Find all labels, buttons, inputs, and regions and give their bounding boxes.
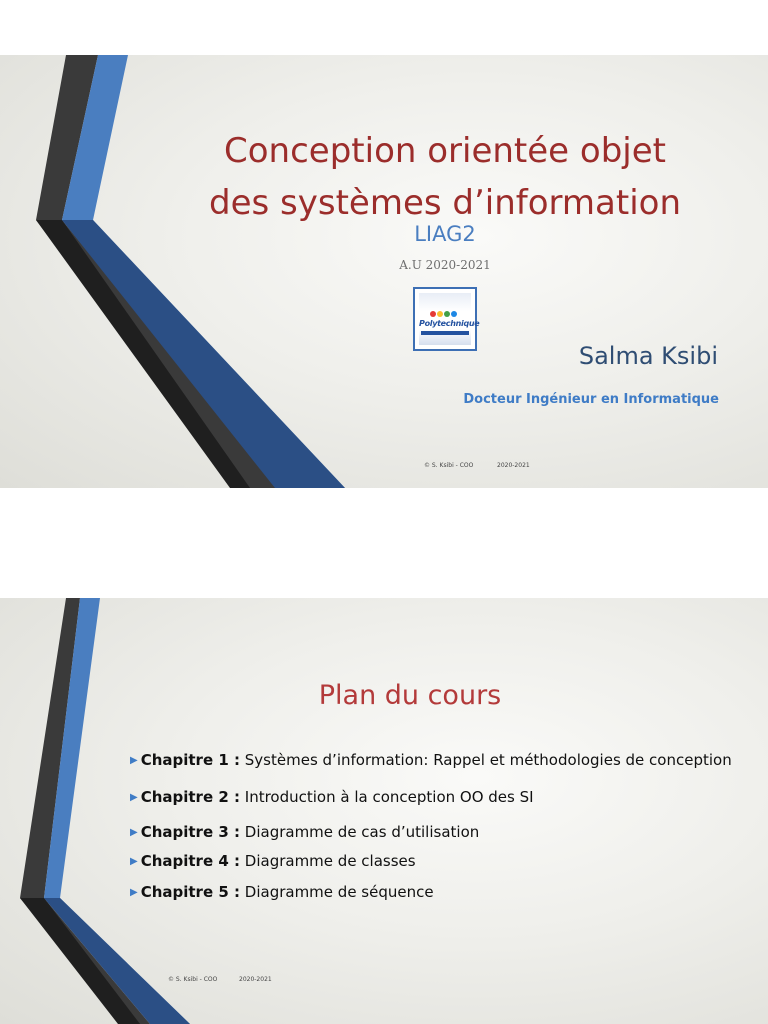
chapter-title: Systèmes d’information: Rappel et méthodologies de conception <box>240 751 732 769</box>
author-role: Docteur Ingénieur en Informatique <box>463 392 719 407</box>
chapter-label: Chapitre 2 : <box>140 788 241 806</box>
triangle-bullet-icon: ▶ <box>130 792 138 803</box>
chapter-title: Diagramme de séquence <box>240 883 434 901</box>
footer-year: 2020-2021 <box>497 462 530 469</box>
title-slide <box>0 55 768 488</box>
title-line-1: Conception orientée objet <box>224 131 666 171</box>
footer-copyright: © S. Ksibi - COO <box>168 976 218 983</box>
triangle-bullet-icon: ▶ <box>130 827 138 838</box>
list-item <box>130 751 732 769</box>
chapter-title: Diagramme de cas d’utilisation <box>240 823 480 841</box>
logo-bar <box>421 331 469 335</box>
decorative-stripes <box>0 598 768 1024</box>
footer-year: 2020-2021 <box>239 976 272 983</box>
slide-title: Plan du cours <box>318 680 502 711</box>
plan-slide <box>0 598 768 1024</box>
chapter-label: Chapitre 5 : <box>140 883 241 901</box>
logo-text: Polytechnique <box>419 319 480 328</box>
list-item <box>130 823 479 841</box>
chapter-label: Chapitre 4 : <box>140 852 241 870</box>
polytechnique-logo <box>413 287 480 351</box>
list-item <box>130 852 416 870</box>
chapter-title: Diagramme de classes <box>240 852 416 870</box>
author-name: Salma Ksibi <box>578 342 718 370</box>
footer-copyright: © S. Ksibi - COO <box>424 462 474 469</box>
title-line-2: des systèmes d’information <box>209 183 681 223</box>
list-item <box>130 788 534 806</box>
chapter-label: Chapitre 3 : <box>140 823 241 841</box>
course-code: LIAG2 <box>414 222 476 246</box>
slide-title <box>150 125 740 229</box>
academic-year: A.U 2020-2021 <box>399 258 491 272</box>
logo-dots-icon <box>429 309 459 319</box>
triangle-bullet-icon: ▶ <box>130 856 138 867</box>
triangle-bullet-icon: ▶ <box>130 755 138 766</box>
triangle-bullet-icon: ▶ <box>130 887 138 898</box>
chapter-label: Chapitre 1 : <box>140 751 241 769</box>
chapter-title: Introduction à la conception OO des SI <box>240 788 534 806</box>
list-item <box>130 883 434 901</box>
